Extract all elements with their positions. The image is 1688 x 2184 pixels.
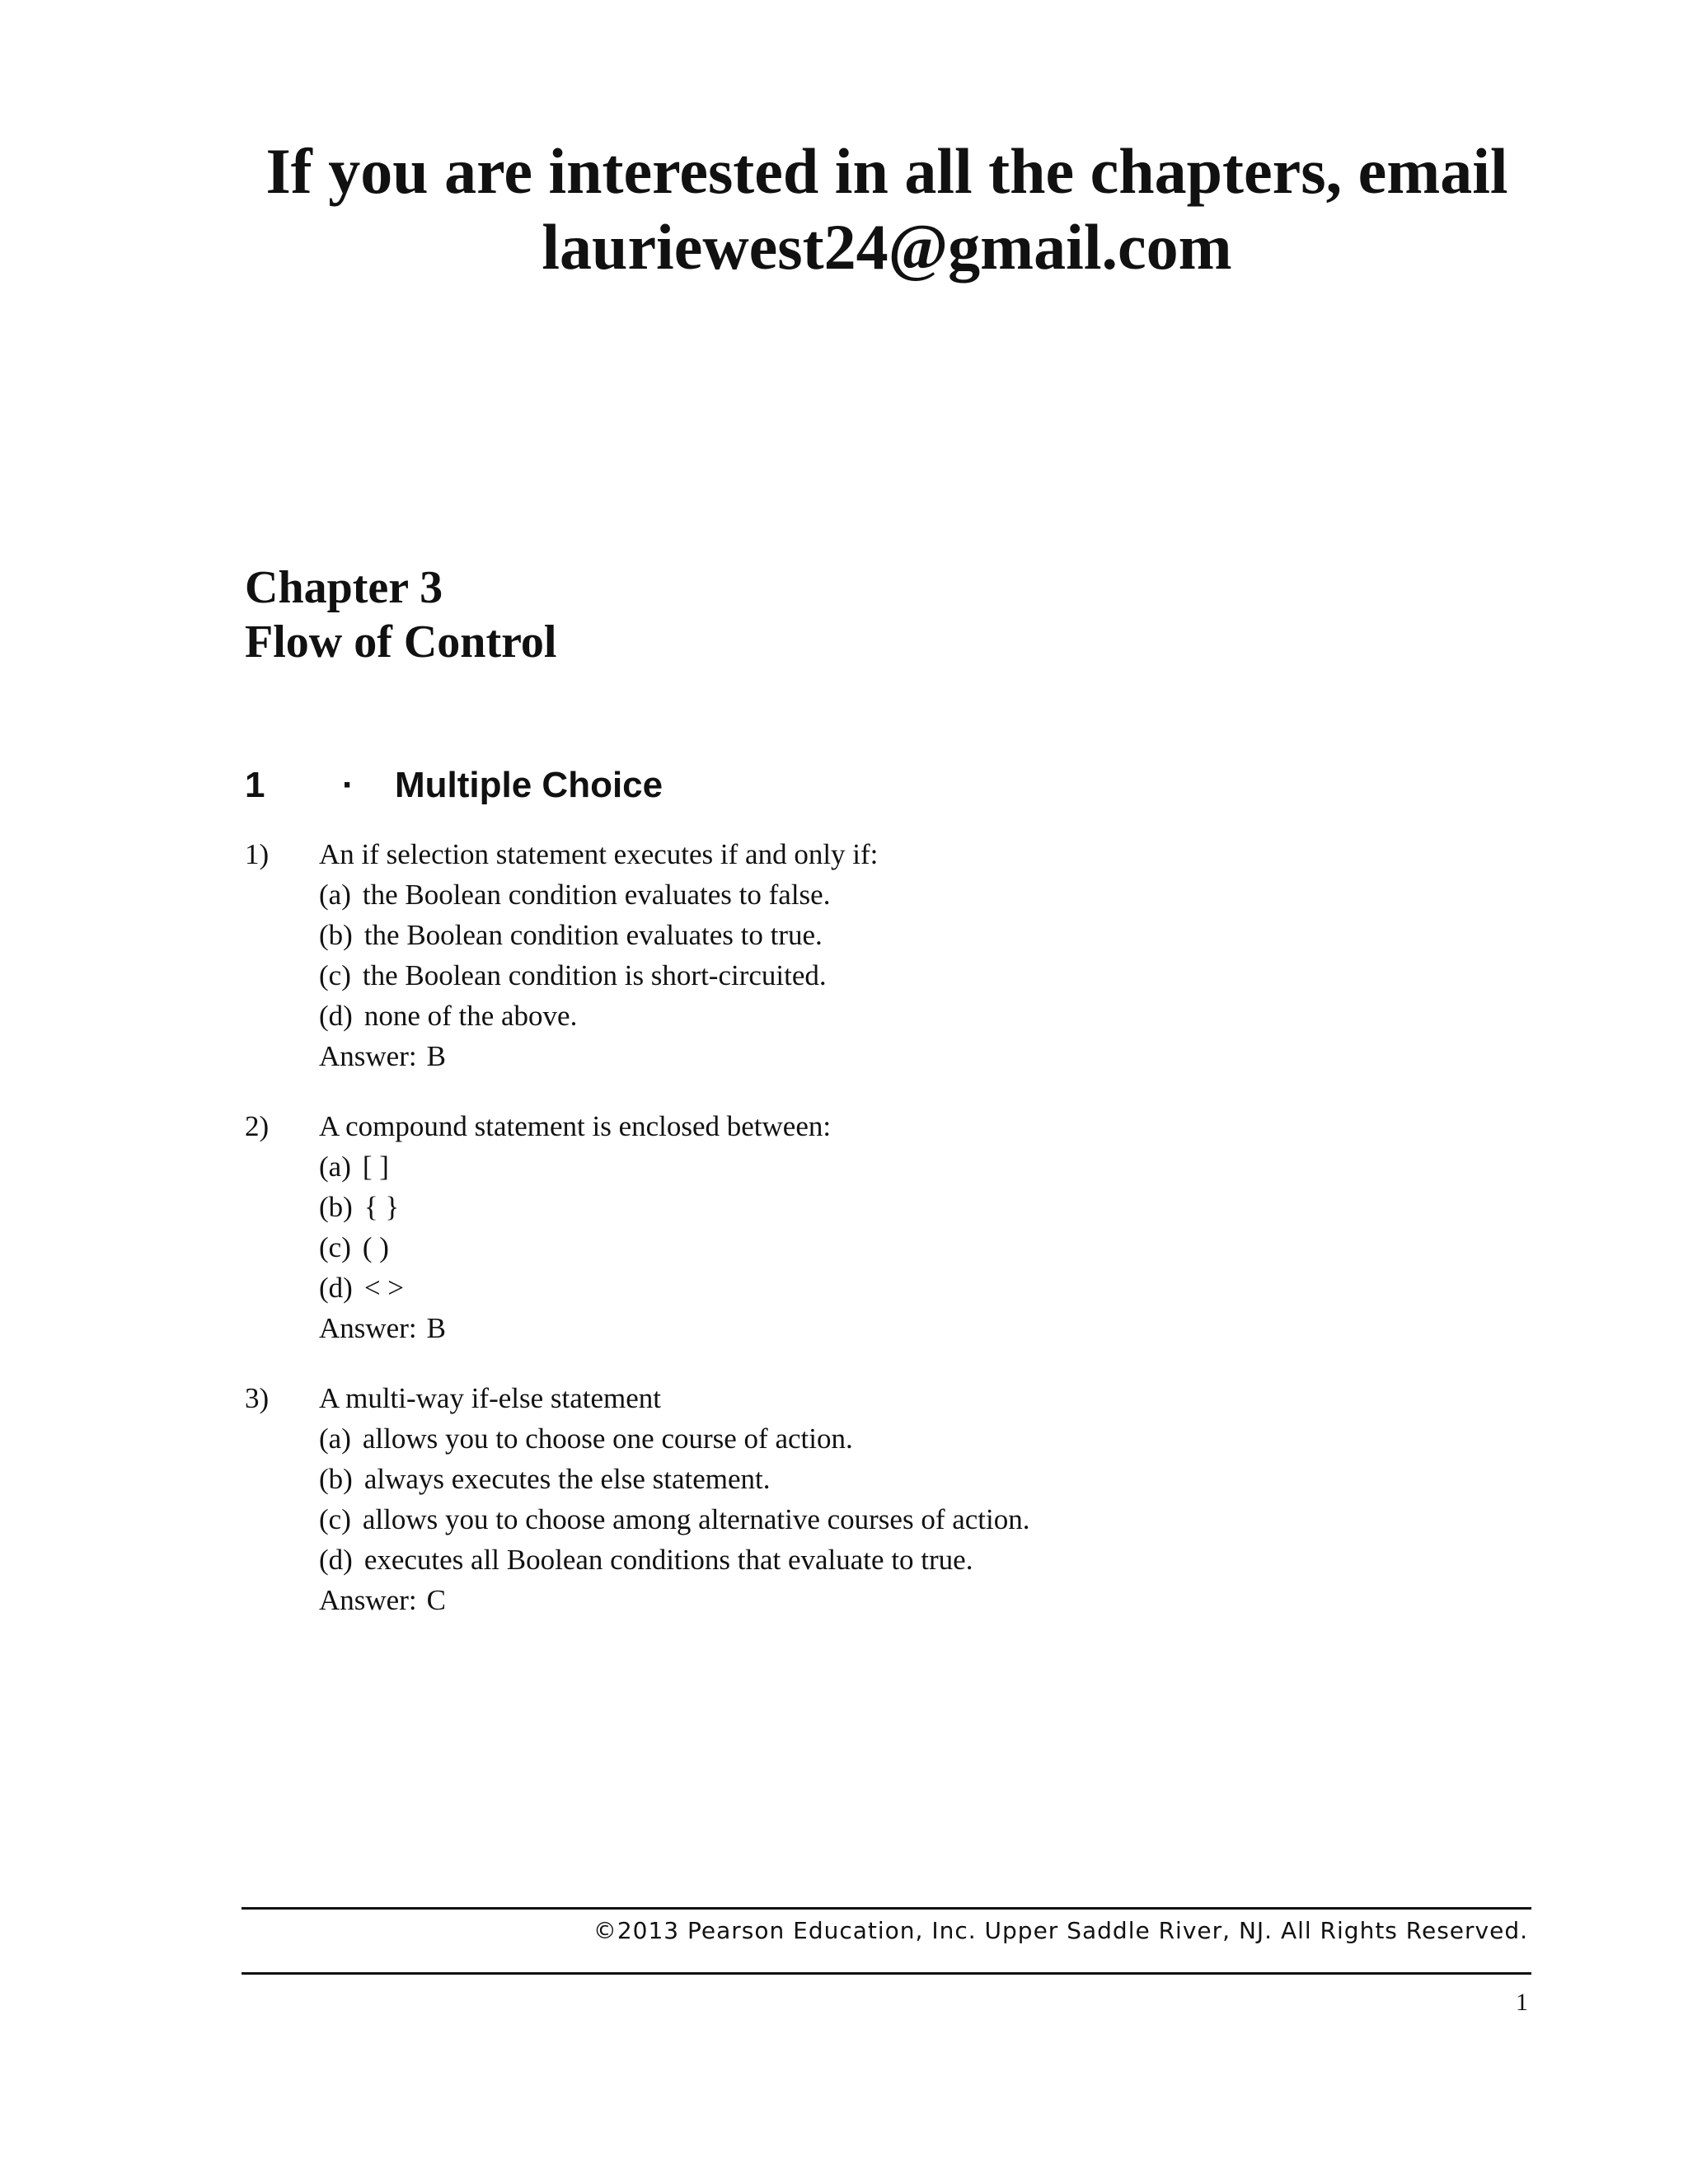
- section-title: Multiple Choice: [395, 765, 663, 805]
- question-number: 3): [245, 1382, 270, 1414]
- option-text: < >: [363, 1272, 405, 1304]
- option-d: [319, 1268, 1531, 1308]
- option-letter: (a): [319, 1151, 351, 1183]
- option-text: allows you to choose one course of action.: [362, 1422, 853, 1455]
- option-b: [319, 915, 1531, 955]
- option-letter: (a): [319, 879, 351, 911]
- option-a: [319, 1146, 1531, 1187]
- question-text: A multi-way if-else statement: [319, 1382, 662, 1414]
- banner-line-2: lauriewest24@gmail.com: [542, 211, 1232, 283]
- option-text: { }: [363, 1191, 400, 1223]
- option-text: always executes the else statement.: [363, 1463, 771, 1495]
- answer-value: B: [426, 1312, 446, 1344]
- section-bullet: ·: [342, 765, 354, 805]
- answer-label: Answer:: [319, 1040, 417, 1072]
- section-number: 1: [245, 765, 265, 805]
- option-c: [319, 1227, 1531, 1268]
- option-c: [319, 955, 1531, 996]
- option-text: ( ): [362, 1231, 389, 1263]
- answer-label: Answer:: [319, 1312, 417, 1344]
- banner-line-1: If you are interested in all the chapters, email: [265, 135, 1508, 207]
- copyright-notice: ©2013 Pearson Education, Inc. Upper Saddle River, NJ. All Rights Reserved.: [593, 1917, 1528, 1944]
- option-b: [319, 1187, 1531, 1227]
- option-text: executes all Boolean conditions that evaluate to true.: [363, 1544, 973, 1576]
- chapter-label: Chapter 3: [245, 562, 443, 613]
- option-letter: (b): [319, 919, 353, 951]
- option-letter: (c): [319, 959, 351, 991]
- option-d: [319, 996, 1531, 1036]
- chapter-heading: [245, 560, 557, 669]
- option-a: [319, 1418, 1531, 1459]
- option-letter: (d): [319, 1544, 353, 1576]
- option-d: [319, 1540, 1531, 1580]
- chapter-title: Flow of Control: [245, 616, 557, 668]
- option-text: [ ]: [362, 1151, 389, 1183]
- option-text: the Boolean condition is short-circuited.: [362, 959, 827, 991]
- footer-rule-top: [241, 1907, 1531, 1910]
- option-text: none of the above.: [363, 1000, 578, 1032]
- question-number: 1): [245, 838, 270, 870]
- answer-line: [319, 1580, 1531, 1620]
- question-3: [245, 1378, 1531, 1620]
- email-banner: [0, 134, 1688, 285]
- option-letter: (b): [319, 1191, 353, 1223]
- option-text: the Boolean condition evaluates to true.: [363, 919, 823, 951]
- answer-value: B: [426, 1040, 446, 1072]
- answer-label: Answer:: [319, 1584, 417, 1616]
- answer-value: C: [426, 1584, 446, 1616]
- option-letter: (a): [319, 1422, 351, 1455]
- option-text: allows you to choose among alternative courses of action.: [362, 1503, 1030, 1535]
- option-c: [319, 1499, 1531, 1540]
- question-text: A compound statement is enclosed between:: [319, 1110, 832, 1142]
- option-letter: (d): [319, 1000, 353, 1032]
- option-letter: (d): [319, 1272, 353, 1304]
- option-b: [319, 1459, 1531, 1499]
- answer-line: [319, 1308, 1531, 1348]
- option-letter: (b): [319, 1463, 353, 1495]
- question-text: An if selection statement executes if and only if:: [319, 838, 879, 870]
- answer-line: [319, 1036, 1531, 1076]
- option-letter: (c): [319, 1231, 351, 1263]
- question-number: 2): [245, 1110, 270, 1142]
- question-list: [245, 834, 1531, 1650]
- option-letter: (c): [319, 1503, 351, 1535]
- question-1: [245, 834, 1531, 1076]
- question-2: [245, 1106, 1531, 1348]
- option-text: the Boolean condition evaluates to false.: [362, 879, 831, 911]
- footer-rule-bottom: [241, 1972, 1531, 1975]
- option-a: [319, 874, 1531, 915]
- page-number: 1: [1516, 1989, 1528, 2016]
